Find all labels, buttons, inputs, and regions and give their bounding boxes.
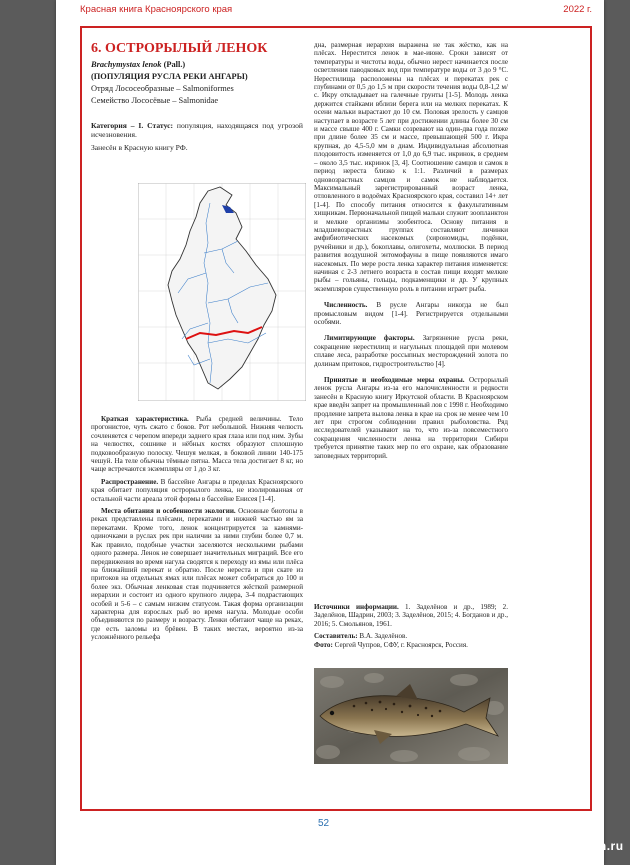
distribution-text: В бассейне Ангары в пределах Красноярского края обитает популяция острорылого ленка, не изолированная от остальной части ареала этой формы в бассейне Енисея [1-4]. bbox=[91, 477, 303, 503]
red-book-listing: Занесён в Красную книгу РФ. bbox=[91, 142, 188, 152]
limiting-factors-heading: Лимитирующие факторы. bbox=[324, 334, 415, 343]
sources-text: 1. Заделёнов и др., 1989; 2. Заделёнов, Шадрин, 2003; 3. Заделёнов, 2015; 4. Богданов и др., 2016; 5. Смольянов, 1961. bbox=[314, 603, 508, 628]
fish-photo bbox=[314, 668, 508, 764]
description-text: Рыба средней величины. Тело прогонистое, чуть сжато с боков. Рот небольшой. Нижняя челюсть сочленяется с черепом впереди заднего края глаза или под ним. Зубы на челюстях, сошнике и нёбных костях образуют сплошную подковообразную полоску. Чешуя мелкая, в боковой линии 140-175 чешуй. На теле обычны тёмные пятна. Масса тела достигает 8 кг, но чаще встречаются экземпляры от 1 до 3 кг. bbox=[91, 415, 303, 474]
site-watermark: www.tugun.ru bbox=[538, 839, 624, 853]
description-heading: Краткая характеристика. bbox=[101, 415, 189, 423]
abundance-text: В русле Ангары никогда не был промысловым видом [1-4]. Регистрируется отдельными особями. bbox=[314, 301, 508, 326]
category-label: Категория – I. Статус: bbox=[91, 121, 174, 130]
category-block bbox=[91, 121, 303, 152]
sources-heading: Источники информации. bbox=[314, 603, 399, 611]
species-number: 6. bbox=[91, 41, 102, 56]
abundance-heading: Численность. bbox=[324, 301, 368, 310]
protection-heading: Принятые и необходимые меры охраны. bbox=[324, 376, 465, 385]
latin-author: (Pall.) bbox=[163, 60, 186, 69]
compiler-text: В.А. Заделёнов. bbox=[359, 632, 408, 641]
page-number: 52 bbox=[318, 818, 330, 829]
latin-name-line bbox=[91, 60, 185, 70]
photo-heading: Фото: bbox=[314, 640, 333, 649]
book-title: Красная книга Красноярского края bbox=[80, 4, 233, 15]
population-line: (ПОПУЛЯЦИЯ РУСЛА РЕКИ АНГАРЫ) bbox=[91, 72, 248, 81]
limiting-factors-text: Загрязнение русла реки, сокращение нерестилищ и нагульных площадей при молевом сплаве леса, разработке россыпных месторождений золота по долинам притоков, гидростроительство [4]. bbox=[314, 334, 508, 368]
page-header bbox=[80, 4, 592, 18]
distribution-map bbox=[138, 183, 306, 401]
photo-credit: Сергей Чупров, СФУ, г. Красноярск, Россия. bbox=[334, 640, 468, 649]
order-line: Отряд Лососеобразные – Salmoniformes bbox=[91, 84, 234, 93]
distribution-heading: Распространение. bbox=[101, 477, 159, 486]
fish-eye bbox=[330, 711, 334, 715]
left-column bbox=[91, 415, 303, 646]
latin-name: Brachymystax lenok bbox=[91, 60, 162, 69]
book-year: 2022 г. bbox=[563, 4, 592, 15]
species-title bbox=[91, 41, 267, 57]
right-column bbox=[314, 41, 508, 464]
ecology-continued-text: дна, размерная иерархия выражена не так жёстко, как на плёсах. Нерестится ленок в мае-июне. Сроки зависят от температуры и чистоты воды, обычно нерест начинается после осветления паводковых вод при температуре воды от 3 до 9 °С. Нерестилища расположены на плёсах и перекатах рек с глубинами от 0,5 до 1,5 м при скорости течения воды 0,8-1,2 м/с. Икру откладывает на галечные грунты [1-5]. Молодь ленка держится стайками вблизи берега или на мелких перекатах. К осени мальки вырастают до 10 см. Половая зрелость у самцов наступает в возрасте 5 лет при достижении длины более 30 см и массе свыше 400 г. Самки созревают на один-два года позже при длине более 35 см и массе, превышающей 500 г. Икра крупная, до 4,5-5,0 мм в диам. Индивидуальная абсолютная плодовитость изменяется от 1,0 до 6,9 тыс. икринок, в среднем – около 3,5 тыс. икринок [3, 4]. Соотношение самцов и самок в период нереста близко к 1:1. Различий в размерах одновозрастных самцов и самок не наблюдается. Максимальный зарегистрированный возраст ленка, отловленного в водоёмах Красноярского края, составил 14+ лет [1-4]. По способу питания относится к факультативным хищникам. Первоначальной пищей мальки служит зоопланктон и мелкие организмы зообентоса. Основу питания в младшевозрастных группах составляют личинки амфибиотических насекомых (хирономиды, подёнки, ручейники и др.), бокоплавы, олигохеты, моллюски. В период развития воздушной энтомофауны в пище появляются имаго насекомых. По мере роста ленка характер питания изменяется: начиная с 2-3 летнего возраста в состав пищи входят мелкие рыбы – гольяны, гольцы, подкаменщики и др. У крупных экземпляров существенную роль в питании играет рыба. bbox=[314, 41, 508, 293]
family-line: Семейство Лососёвые – Salmonidae bbox=[91, 96, 219, 105]
habitat-text: Основные биотопы в реках представлены плёсами, перекатами и нижней частью ям за перекатами. Кроме того, ленок концентрируется за камнями-одиночками в руслах рек при наличии за ними глубин более 0,7 м. Как правило, подобные участки заселяются несколькими рыбами одного размера. Ленок не совершает значительных миграций. Все его передвижения во время нагула сводятся к переходу из ямы или плёса на ближайший перекат и обратно. После нереста и при скате из притоков на отдельных ямах или плёсах может собираться до 100 и более экз. Обычная ленковая стая подчиняется жёсткой размерной иерархии и состоит из одного крупного лидера, 3-4 подрастающих особей и 5-6 – с самым низким статусом. Такая форма организации характерна для взрослых рыб во время нагула. Молодые особи объединяются по размеру и возрасту. Ленки обитают чаще на реках, где есть заломы из брёвен. В таких местах, вероятно из-за усложнённого рельефа bbox=[91, 507, 304, 642]
category-text: популяция, находящаяся под угрозой исчезновения. bbox=[91, 121, 303, 140]
protection-text: Острорылый ленок русла Ангары из-за его малочисленности и редкости занесён в Красную книгу Иркутской области. В Красноярском крае введён запрет на промышленный лов с 1998 г. Необходимо продление запрета вылова ленка в крае на срок не менее чем 10 лет при строгом соблюдении правил рыболовства. Ряд исследователей указывают на то, что из-за повсеместного сокращения численности ленка на территории Сибири требуется принятие таких мер по его охране, как образование заповедных территорий. bbox=[314, 376, 508, 460]
habitat-heading: Места обитания и особенности экологии. bbox=[101, 507, 236, 516]
sources-block bbox=[314, 603, 508, 649]
species-name: ОСТРОРЫЛЫЙ ЛЕНОК bbox=[105, 41, 268, 56]
compiler-heading: Составитель: bbox=[314, 632, 358, 641]
